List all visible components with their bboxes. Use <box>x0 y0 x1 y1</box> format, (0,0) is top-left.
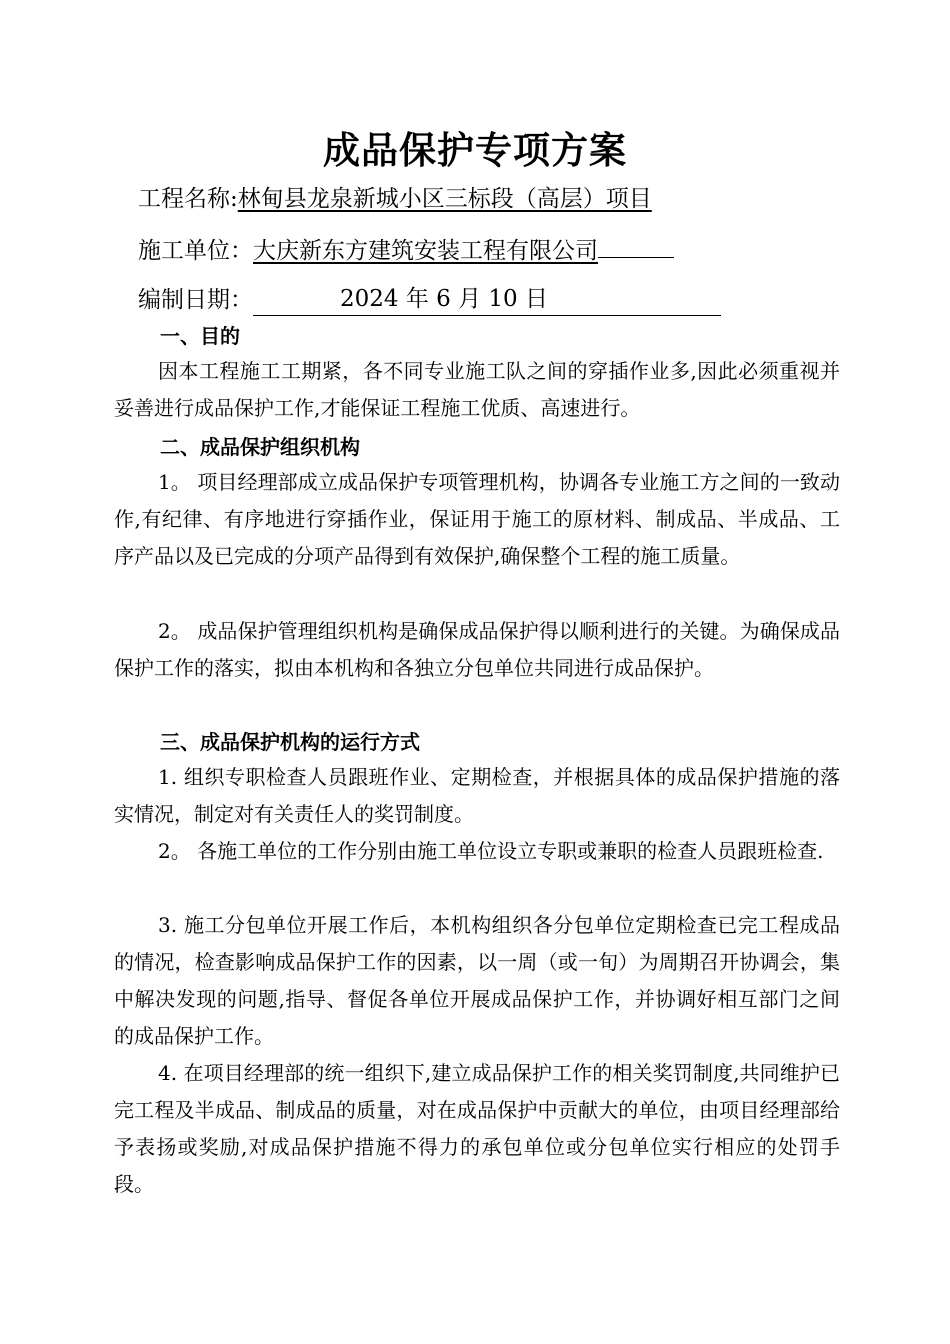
organization-paragraph-1: 1。 项目经理部成立成品保护专项管理机构，协调各专业施工方之间的一致动作,有纪律、有序地进行穿插作业，保证用于施工的原材料、制成品、半成品、工序产品以及已完成的分项产品得到有效保护,确保整个工程的施工质量。 <box>114 470 840 568</box>
project-name-value: 林甸县龙泉新城小区三标段（高层）项目 <box>237 186 652 212</box>
construction-unit-label: 施工单位： <box>138 238 253 264</box>
project-name-line <box>138 183 652 215</box>
document-title: 成品保护专项方案 <box>323 128 627 172</box>
organization-paragraph-2: 2。 成品保护管理组织机构是确保成品保护得以顺利进行的关键。为确保成品保护工作的落实，拟由本机构和各独立分包单位共同进行成品保护。 <box>114 619 840 680</box>
operation-paragraph-4: 4. 在项目经理部的统一组织下,建立成品保护工作的相关奖罚制度,共同维护已完工程及半成品、制成品的质量，对在成品保护中贡献大的单位，由项目经理部给予表扬或奖励,对成品保护措施不得力的承包单位或分包单位实行相应的处罚手段。 <box>114 1061 840 1196</box>
compile-date-field <box>253 287 721 316</box>
compile-date-line <box>138 284 721 316</box>
project-name-label: 工程名称: <box>138 186 238 212</box>
construction-unit-value: 大庆新东方建筑安装工程有限公司 <box>253 238 598 264</box>
compile-date-label: 编制日期： <box>138 287 253 313</box>
compile-date-value: 2024 年 6 月 10 日 <box>340 286 548 312</box>
section-heading-organization: 二、成品保护组织机构 <box>160 435 360 459</box>
section-heading-operation: 三、成品保护机构的运行方式 <box>160 730 420 754</box>
section-purpose-paragraph: 因本工程施工工期紧，各不同专业施工队之间的穿插作业多,因此必须重视并妥善进行成品保护工作,才能保证工程施工优质、高速进行。 <box>114 359 840 420</box>
operation-paragraph-2: 2。 各施工单位的工作分别由施工单位设立专职或兼职的检查人员跟班检查. <box>158 839 824 863</box>
section-heading-purpose: 一、目的 <box>160 324 240 348</box>
construction-unit-blank <box>598 233 674 258</box>
operation-paragraph-3: 3. 施工分包单位开展工作后，本机构组织各分包单位定期检查已完工程成品的情况，检查影响成品保护工作的因素，以一周（或一旬）为周期召开协调会，集中解决发现的问题,指导、督促各单位开展成品保护工作，并协调好相互部门之间的成品保护工作。 <box>114 913 840 1048</box>
operation-paragraph-1: 1. 组织专职检查人员跟班作业、定期检查，并根据具体的成品保护措施的落实情况，制定对有关责任人的奖罚制度。 <box>114 765 840 826</box>
construction-unit-line <box>138 233 674 267</box>
